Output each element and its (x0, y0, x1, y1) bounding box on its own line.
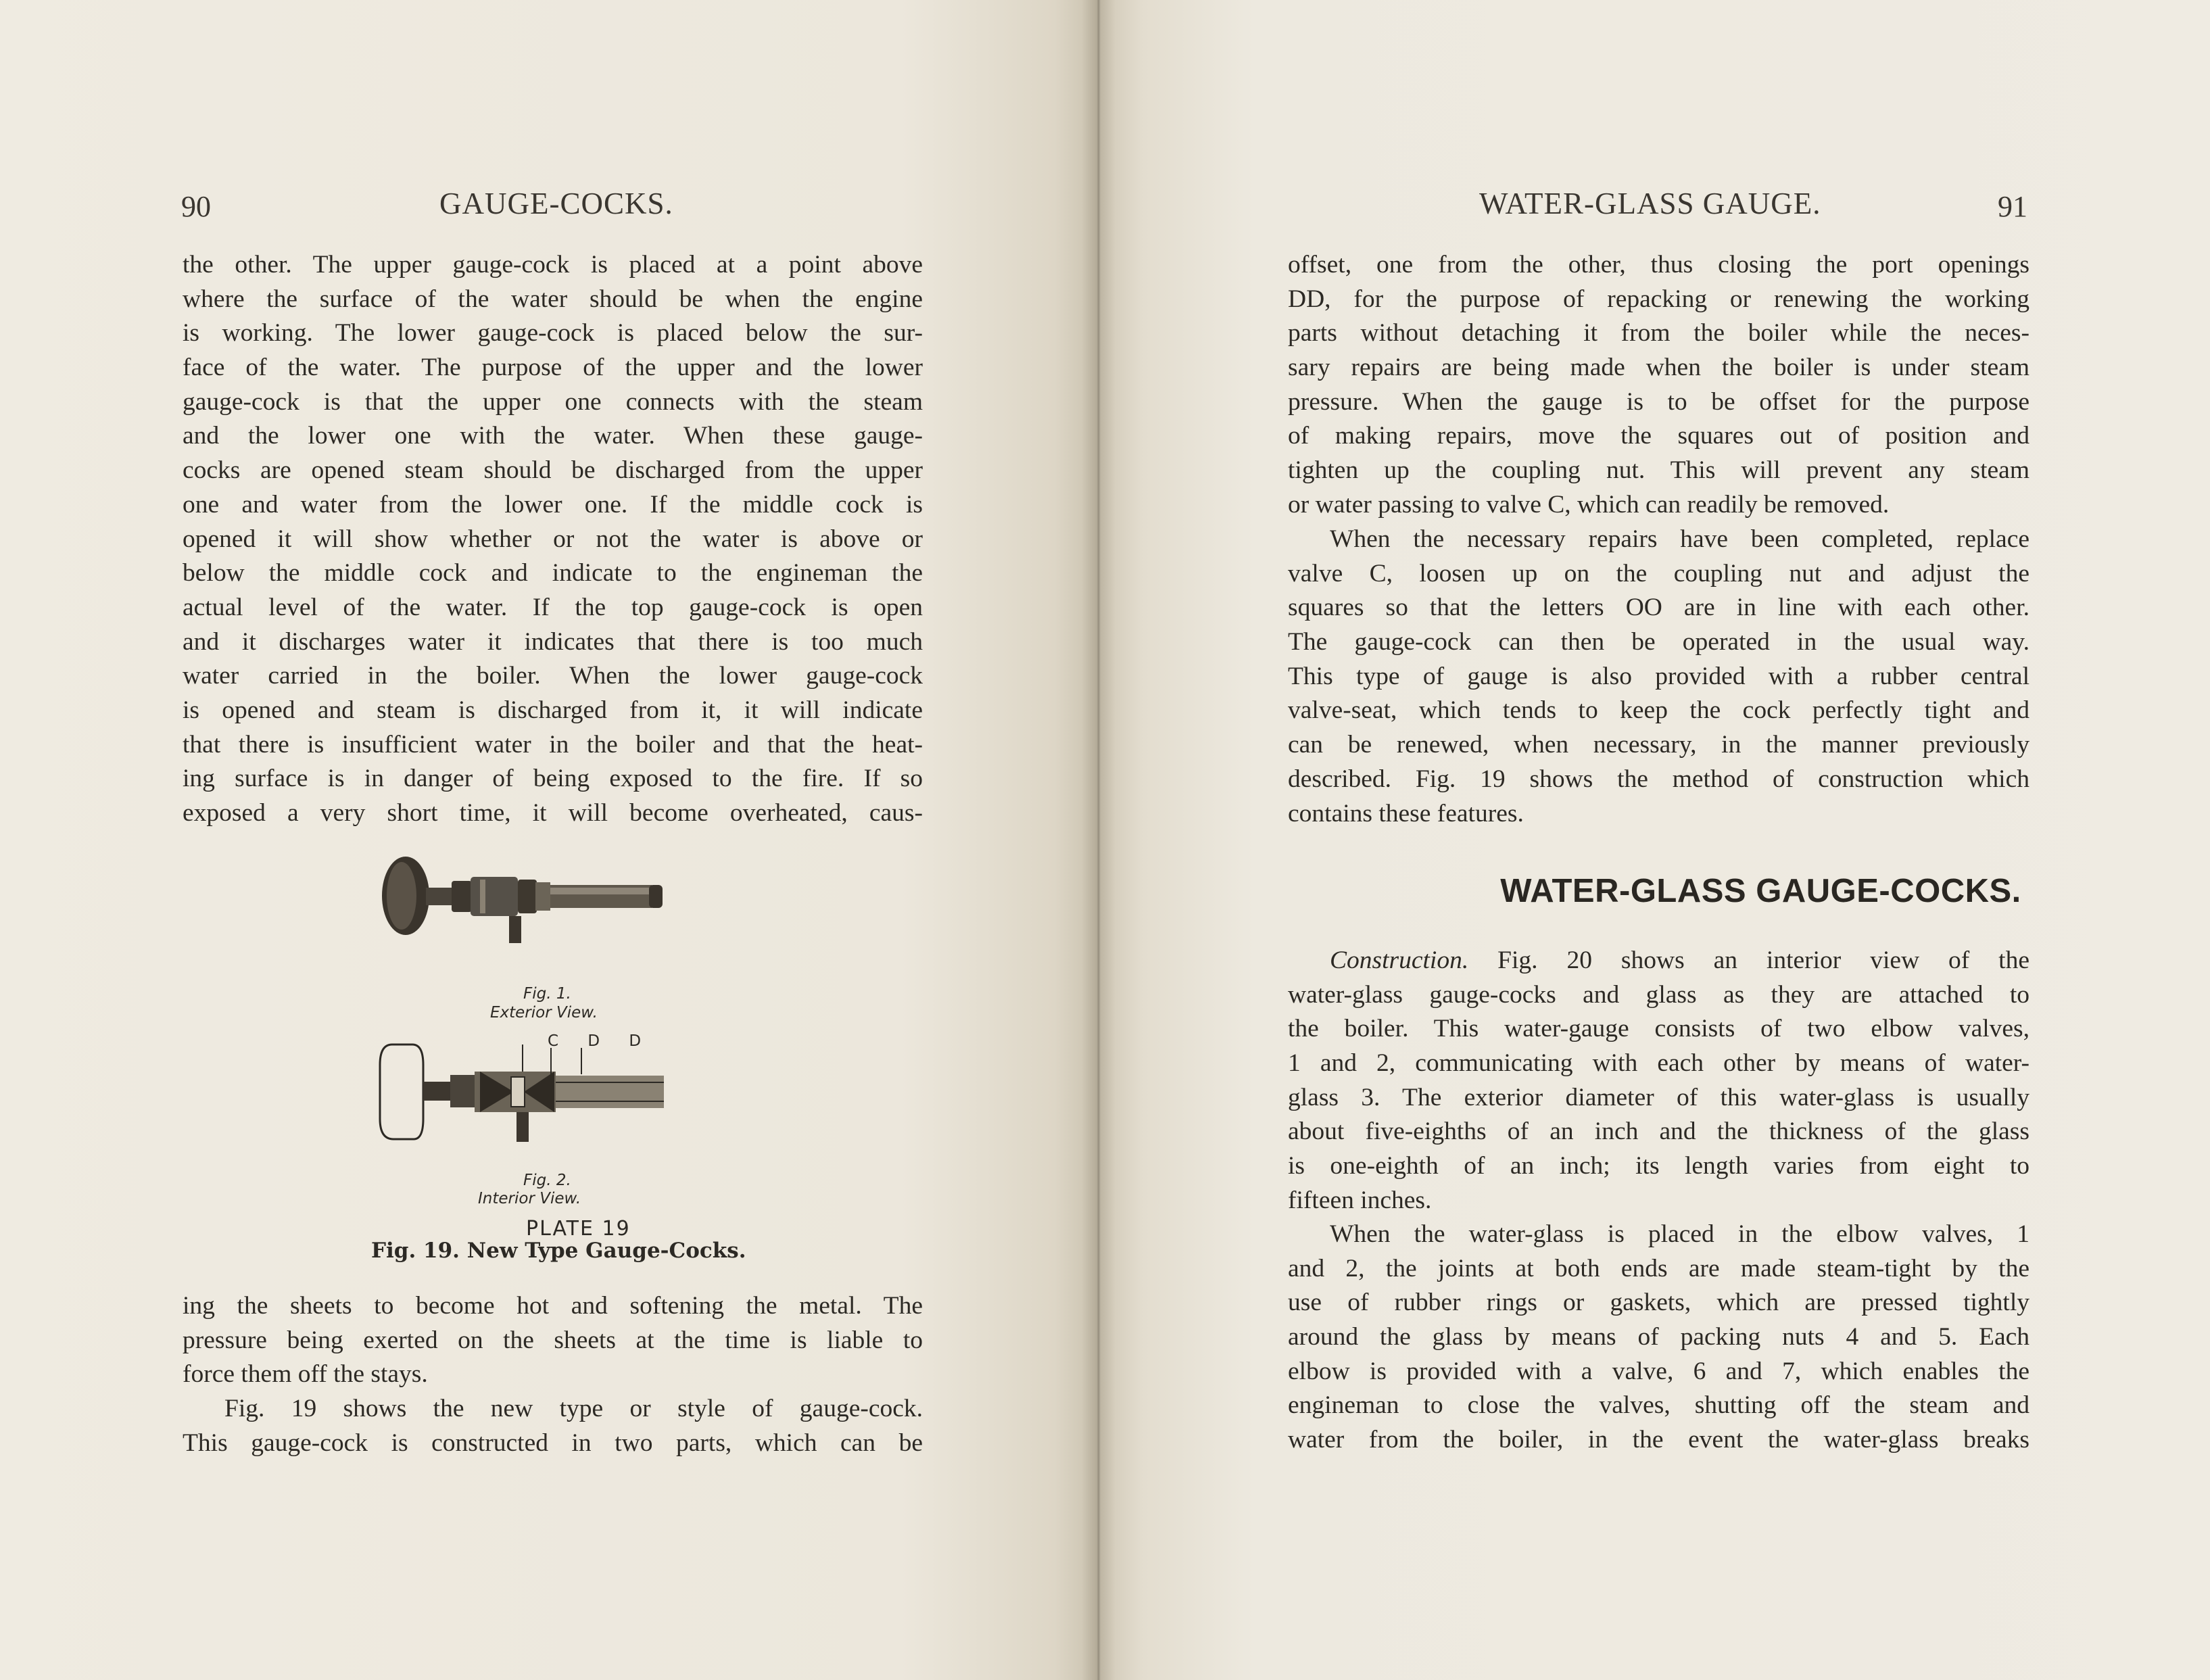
text-line: water carried in the boiler. When the lower gauge-cock (183, 662, 923, 690)
text-line: cocks are opened steam should be discharged from the upper (183, 456, 923, 485)
text-line: engineman to close the valves, shutting off the steam and (1288, 1391, 2029, 1420)
text-line: exposed a very short time, it will become overheated, caus- (183, 799, 923, 827)
text-line: and it discharges water it indicates that there is too much (183, 627, 923, 656)
text-line: offset, one from the other, thus closing the port openings (1288, 251, 2029, 279)
text-line: below the middle cock and indicate to the engineman the (183, 559, 923, 587)
text-line: 1 and 2, communicating with each other by means of water- (1288, 1049, 2029, 1078)
text-line: Fig. 19 shows the new type or style of gauge-cock. (224, 1395, 923, 1422)
text-line: DD, for the purpose of repacking or renewing the working (1288, 285, 2029, 313)
right-paragraph-2 (1288, 523, 2029, 831)
left-paragraph-1 (183, 248, 923, 831)
text-line: or water passing to valve C, which can readily be removed. (1288, 490, 1890, 519)
interior-view-drawing (380, 1045, 664, 1142)
text-line: contains these features. (1288, 799, 1524, 827)
text-line: and 2, the joints at both ends are made steam-tight by the (1288, 1254, 2029, 1282)
text-line: opened it will show whether or not the water is above or (183, 525, 923, 553)
text-line: the other. The upper gauge-cock is placed at a point above (183, 251, 923, 279)
text-line: Construction. Fig. 20 shows an interior view of the (1330, 946, 2029, 974)
plate-label: PLATE 19 (526, 1217, 631, 1241)
text-line: pressure being exerted on the sheets at the time is liable to (183, 1326, 923, 1354)
left-folio: 90 (181, 190, 211, 223)
text-line: sary repairs are being made when the boiler is under steam (1288, 354, 2029, 382)
fig2-sub-label: Interior View. (478, 1190, 581, 1207)
text-line: valve C, loosen up on the coupling nut and adjust the (1288, 559, 2029, 587)
text-line: where the surface of the water should be when the engine (183, 285, 923, 313)
text-line: pressure. When the gauge is to be offset for the purpose (1288, 387, 2029, 416)
right-paragraph-1 (1288, 248, 2029, 523)
text-line: actual level of the water. If the top gauge-cock is open (183, 593, 923, 621)
text-line: and the lower one with the water. When these gauge- (183, 422, 923, 450)
text-line: is working. The lower gauge-cock is placed below the sur- (183, 319, 923, 347)
text-line: the boiler. This water-gauge consists of two elbow valves, (1288, 1015, 2029, 1043)
text-line: use of rubber rings or gaskets, which are pressed tightly (1288, 1289, 2029, 1317)
text-line: elbow is provided with a valve, 6 and 7, which enables the (1288, 1357, 2029, 1385)
text-line: parts without detaching it from the boiler while the neces- (1288, 319, 2029, 347)
text-line: This type of gauge is also provided with a rubber central (1288, 662, 2029, 690)
text-line: ing the sheets to become hot and softening the metal. The (183, 1292, 923, 1320)
text-line: valve-seat, which tends to keep the cock perfectly tight and (1288, 696, 2029, 725)
text-line: is one-eighth of an inch; its length varies from eight to (1288, 1152, 2029, 1180)
text-line: The gauge-cock can then be operated in the usual way. (1288, 628, 2029, 656)
text-line: water from the boiler, in the event the water-glass breaks (1288, 1426, 2029, 1454)
text-line: force them off the stays. (183, 1360, 428, 1389)
text-line: that there is insufficient water in the boiler and that the heat- (183, 730, 923, 759)
text-line: face of the water. The purpose of the upper and the lower (183, 354, 923, 382)
text-line: is opened and steam is discharged from it, it will indicate (183, 696, 923, 724)
exterior-view-drawing (382, 857, 663, 943)
left-paragraph-2 (183, 1289, 923, 1392)
left-running-head: GAUGE-COCKS. (439, 187, 673, 220)
text-line: of making repairs, move the squares out of position and (1288, 422, 2029, 450)
figure-19 (379, 848, 730, 1268)
text-line: glass 3. The exterior diameter of this water-glass is usually (1288, 1083, 2029, 1111)
gauge-cock-illustration (379, 848, 730, 1214)
text-line: squares so that the letters OO are in line with each other. (1288, 594, 2029, 622)
fig2-markers: C D D (548, 1032, 654, 1050)
left-paragraph-3 (183, 1392, 923, 1460)
text-line: around the glass by means of packing nuts 4 and 5. Each (1288, 1323, 2029, 1351)
text-line: described. Fig. 19 shows the method of construction which (1288, 765, 2029, 793)
text-line: water-glass gauge-cocks and glass as they are attached to (1288, 980, 2029, 1009)
right-paragraph-3 (1288, 944, 2029, 1218)
text-line: gauge-cock is that the upper one connects with the steam (183, 387, 923, 416)
text-line: fifteen inches. (1288, 1186, 1432, 1214)
text-line: When the necessary repairs have been completed, replace (1330, 525, 2029, 553)
text-line: tighten up the coupling nut. This will prevent any steam (1288, 456, 2029, 485)
fig1-sub-label: Exterior View. (490, 1004, 598, 1022)
text-line: When the water-glass is placed in the elbow valves, 1 (1330, 1220, 2029, 1248)
text-line: This gauge-cock is constructed in two parts, which can be (183, 1429, 923, 1457)
right-paragraph-4 (1288, 1218, 2029, 1458)
book-gutter (1082, 0, 1115, 1680)
fig2-label: Fig. 2. (523, 1172, 571, 1189)
right-folio: 91 (1998, 190, 2027, 223)
text-line: ing surface is in danger of being exposed to the fire. If so (183, 765, 923, 793)
right-running-head: WATER-GLASS GAUGE. (1479, 187, 1821, 220)
text-line: can be renewed, when necessary, in the manner previously (1288, 731, 2029, 759)
text-line: about five-eighths of an inch and the thickness of the glass (1288, 1118, 2029, 1146)
left-page (0, 0, 1099, 1680)
fig1-label: Fig. 1. (523, 985, 571, 1003)
section-heading: WATER-GLASS GAUGE-COCKS. (1500, 873, 2021, 909)
figure-caption: Fig. 19. New Type Gauge-Cocks. (371, 1239, 746, 1263)
text-line: one and water from the lower one. If the middle cock is (183, 490, 923, 519)
run-in-heading: Construction. (1330, 946, 1469, 974)
